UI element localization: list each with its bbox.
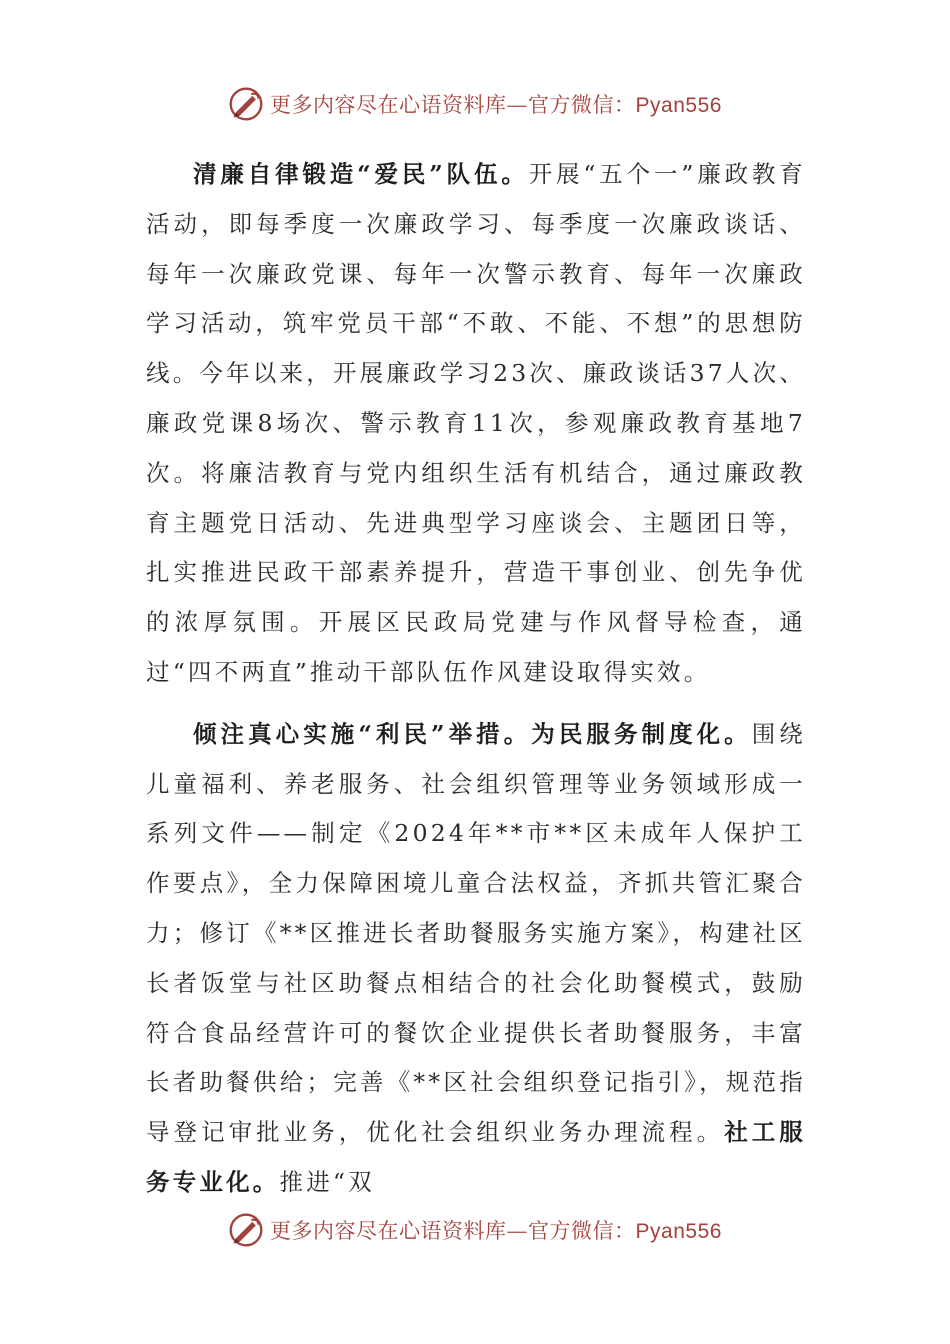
banner-content [228,86,722,122]
banner-separator: — [506,1219,529,1243]
banner-wechat-id: Pyan556 [635,1220,722,1243]
pen-logo-icon [228,86,264,122]
paragraph-heading: 清廉自律锻造“爱民”队伍。 [193,160,529,188]
banner-content [228,1212,722,1248]
banner-site-name: 更多内容尽在心语资料库 [270,93,507,117]
paragraph-body: 围绕儿童福利、养老服务、社会组织管理等业务领域形成一系列文件——制定《2024年**市**区未成年人保护工作要点》，全力保障困境儿童合法权益，齐抓共管汇聚合力；修订《**区推进长者助餐服务实施方案》，构建社区长者饭堂与社区助餐点相结合的社会化助餐模式，鼓励符合食品经营许可的餐饮企业提供长者助餐服务，丰富长者助餐供给；完善《**区社会组织登记指引》，规范指导登记审批业务，优化社会组织业务办理流程。 [146,719,807,1147]
banner-wechat-id: Pyan556 [635,94,722,117]
banner-text [270,89,722,119]
paragraph-service [146,710,806,1208]
paragraph-body: 推进“双 [279,1167,375,1196]
header-banner [0,82,950,126]
paragraph-subheading: 社工服务专业化。 [146,1118,806,1196]
paragraph-heading: 倾注真心实施“利民”举措。为民服务制度化。 [193,719,752,748]
document-body [146,150,806,1208]
banner-site-name: 更多内容尽在心语资料库 [270,1219,507,1243]
banner-separator: — [506,93,529,117]
banner-text [270,1215,722,1245]
paragraph-body: 开展“五个一”廉政教育活动，即每季度一次廉政学习、每季度一次廉政谈话、每年一次廉政党课、每年一次警示教育、每年一次廉政学习活动，筑牢党员干部“不敢、不能、不想”的思想防线。今年以来，开展廉政学习23次、廉政谈话37人次、廉政党课8场次、警示教育11次，参观廉政教育基地7次。将廉洁教育与党内组织生活有机结合，通过廉政教育主题党日活动、先进典型学习座谈会、主题团日等，扎实推进民政干部素养提升，营造干事创业、创先争优的浓厚氛围。开展区民政局党建与作风督导检查，通过“四不两直”推动干部队伍作风建设取得实效。 [146,160,807,686]
footer-banner [0,1208,950,1252]
paragraph-integrity [146,150,806,698]
banner-wechat-label: 官方微信： [528,93,636,117]
banner-wechat-label: 官方微信： [528,1219,636,1243]
pen-logo-icon [228,1212,264,1248]
